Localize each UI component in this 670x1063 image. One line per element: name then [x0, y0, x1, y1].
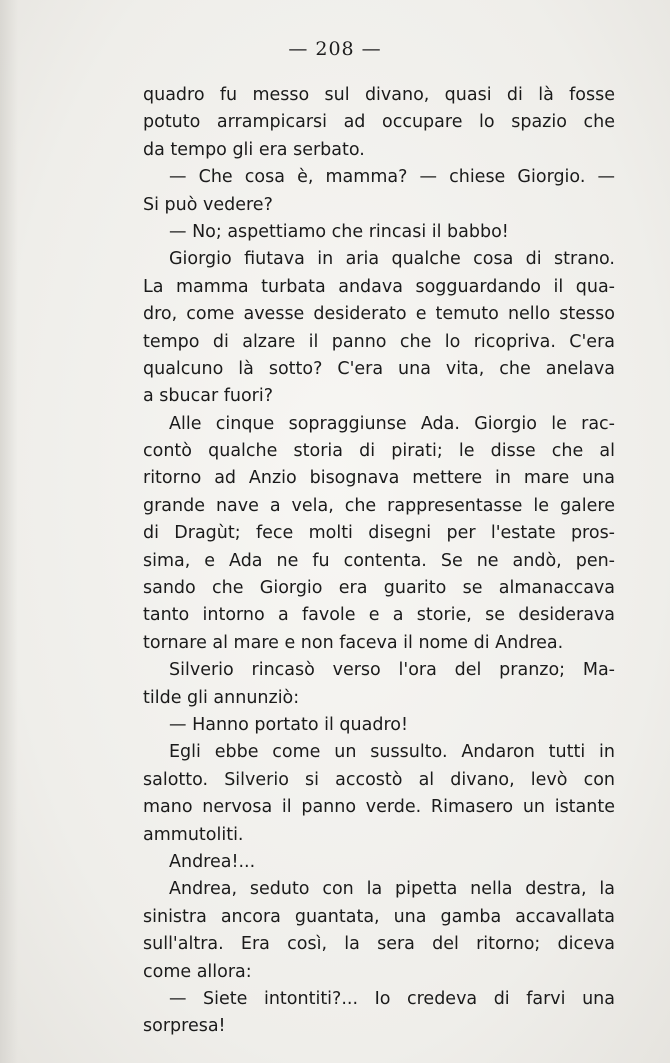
text-line: — Hanno portato il quadro!: [169, 714, 408, 735]
text-line: sando che Giorgio era guarito se almanaccava: [143, 578, 615, 599]
text-line: potuto arrampicarsi ad occupare lo spazio che: [143, 112, 615, 133]
text-line: contò qualche storia di pirati; le disse che al: [143, 441, 615, 462]
text-line: Andrea, seduto con la pipetta nella destra, la: [169, 879, 615, 900]
text-line: sull'altra. Era così, la sera del ritorno; diceva: [143, 934, 615, 955]
page-edge-shadow: [0, 0, 18, 1063]
text-line: dro, come avesse desiderato e temuto nello stesso: [143, 304, 615, 325]
text-line: tornare al mare e non faceva il nome di Andrea.: [143, 632, 564, 653]
text-line: salotto. Silverio si accostò al divano, levò con: [143, 769, 615, 790]
body-text: [143, 82, 615, 1041]
text-line: Giorgio fiutava in aria qualche cosa di strano.: [169, 249, 615, 270]
text-line: come allora:: [143, 961, 252, 982]
text-line: di Dragùt; fece molti disegni per l'estate pros-: [143, 523, 615, 544]
text-line: Alle cinque sopraggiunse Ada. Giorgio le rac-: [169, 413, 615, 434]
text-line: Si può vedere?: [143, 194, 273, 215]
text-line: tempo di alzare il panno che lo ricopriva. C'era: [143, 331, 615, 352]
text-line: Silverio rincasò verso l'ora del pranzo; Ma-: [169, 660, 615, 681]
text-line: ammutoliti.: [143, 824, 244, 845]
text-line: sorpresa!: [143, 1016, 226, 1037]
text-line: quadro fu messo sul divano, quasi di là fosse: [143, 85, 615, 105]
text-line: sima, e Ada ne fu contenta. Se ne andò, pen-: [143, 550, 615, 571]
text-line: ritorno ad Anzio bisognava mettere in mare una: [143, 468, 615, 489]
text-line: da tempo gli era serbato.: [143, 139, 365, 160]
text-line: — No; aspettiamo che rincasi il babbo!: [169, 221, 509, 242]
text-line: La mamma turbata andava sogguardando il qua-: [143, 276, 615, 297]
text-line: Andrea!...: [169, 851, 256, 872]
text-line: qualcuno là sotto? C'era una vita, che anelava: [143, 358, 615, 379]
text-line: grande nave a vela, che rappresentasse le galere: [143, 495, 615, 516]
text-line: — Che cosa è, mamma? — chiese Giorgio. —: [169, 167, 615, 188]
text-line: Egli ebbe come un sussulto. Andaron tutti in: [169, 742, 615, 763]
text-line: a sbucar fuori?: [143, 386, 274, 407]
text-line: sinistra ancora guantata, una gamba accavallata: [143, 906, 615, 927]
text-line: mano nervosa il panno verde. Rimasero un istante: [143, 797, 615, 818]
text-line: tanto intorno a favole e a storie, se desiderava: [143, 605, 615, 626]
page-number: — 208 —: [288, 38, 382, 60]
text-line: tilde gli annunziò:: [143, 687, 300, 708]
text-line: — Siete intontiti?... Io credeva di farvi una: [169, 988, 615, 1009]
